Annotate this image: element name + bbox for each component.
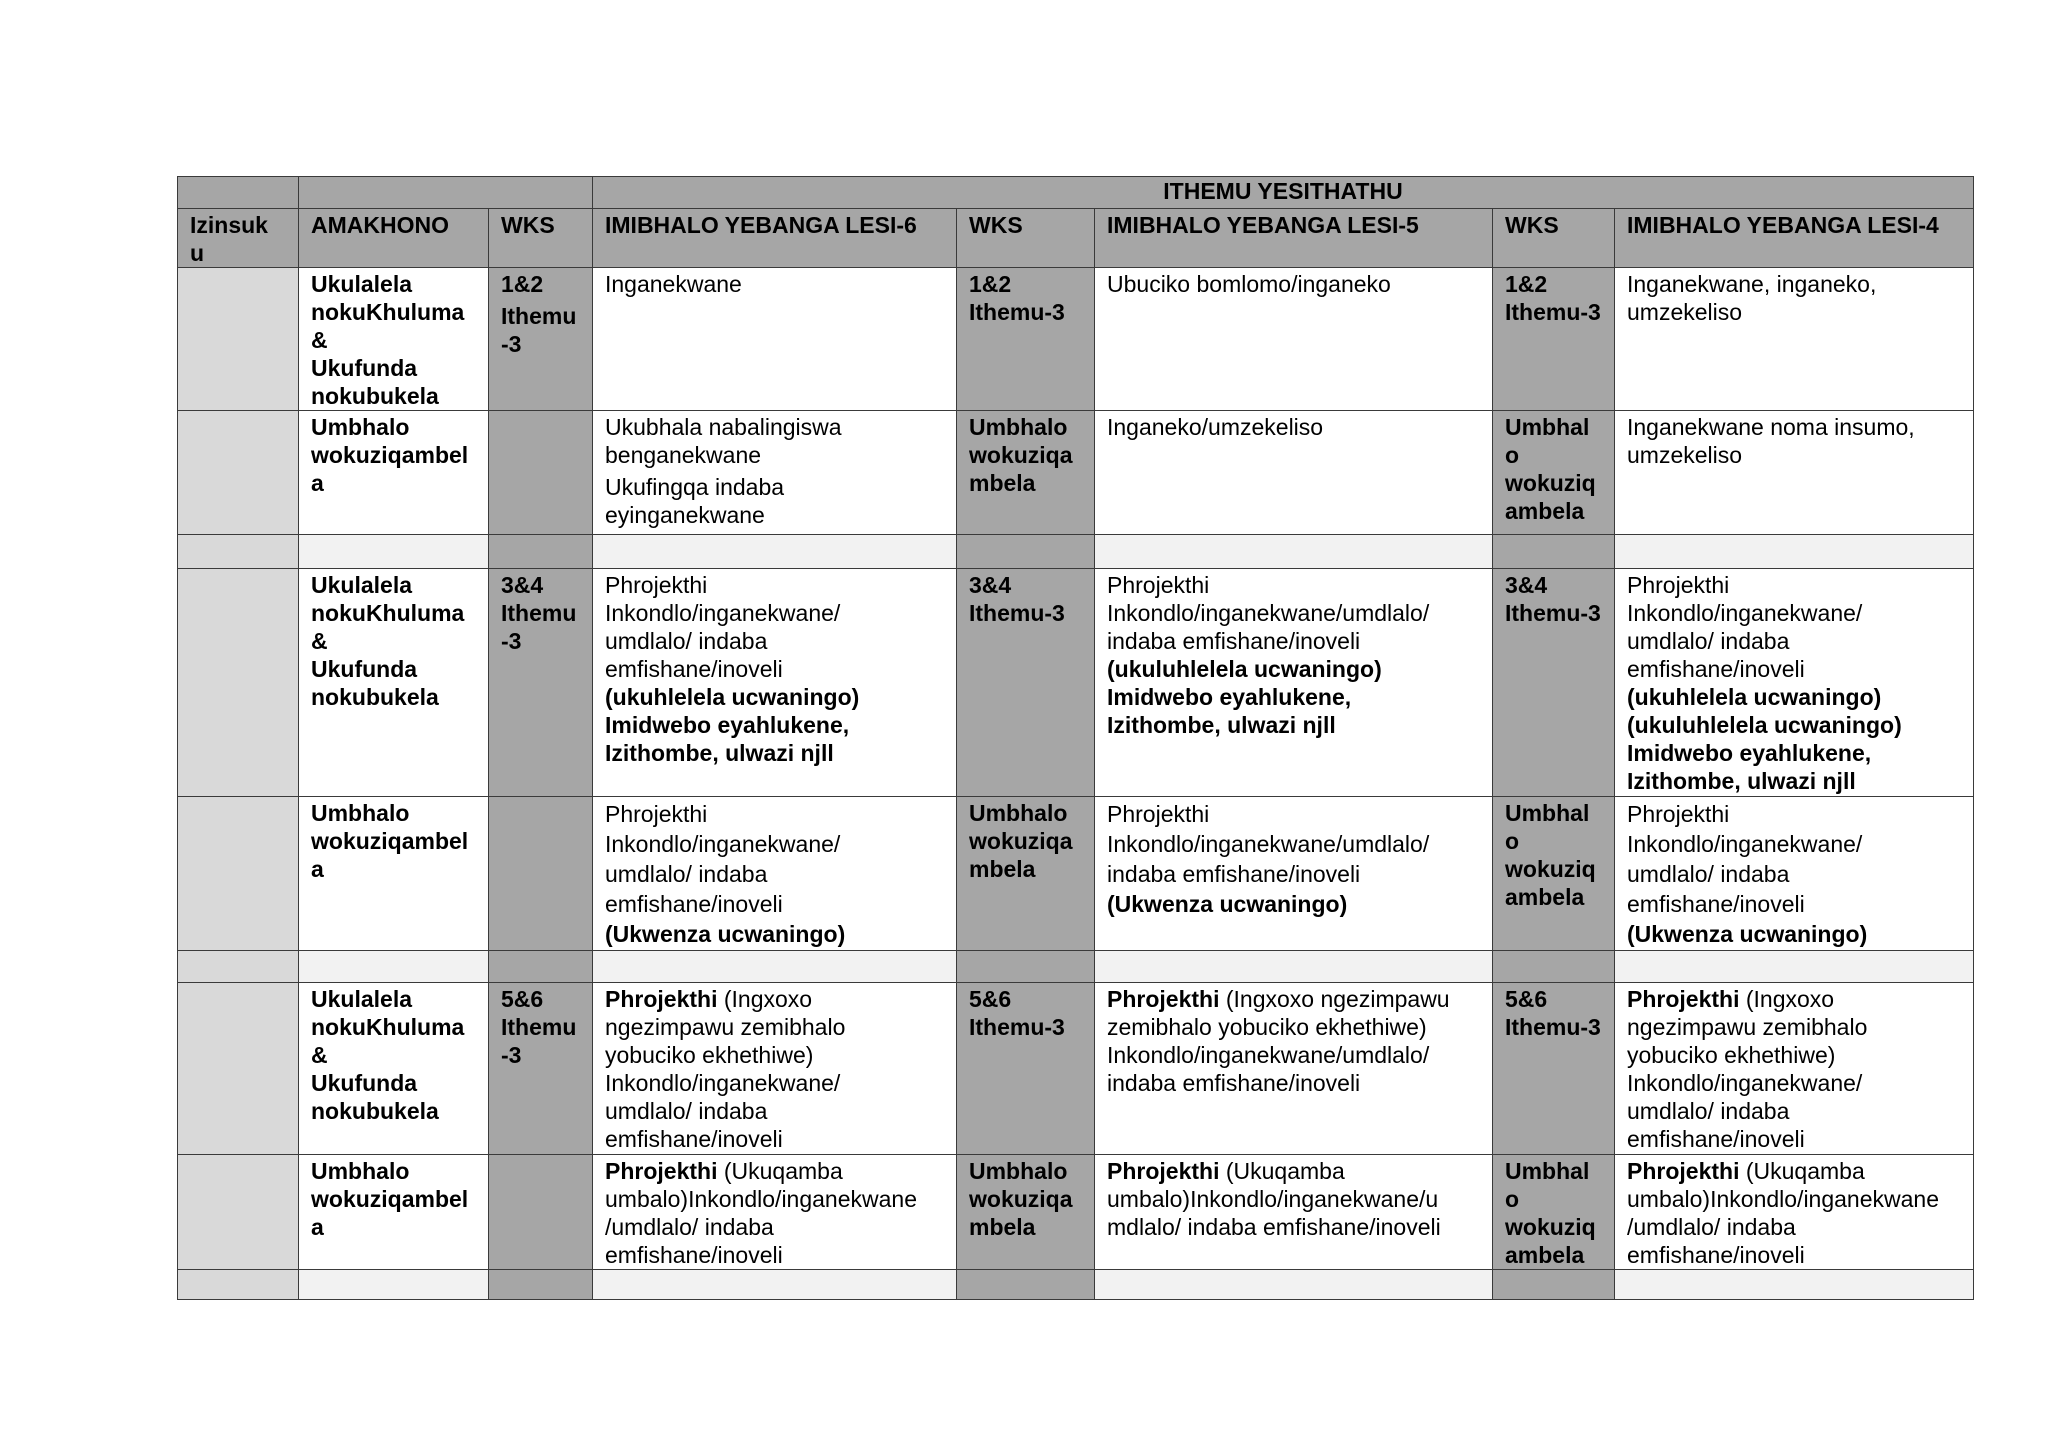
wks-cell xyxy=(489,411,593,535)
day-cell xyxy=(178,1155,299,1270)
wks-cell: 3&4 Ithemu-3 xyxy=(1493,569,1615,797)
wks-cell: 3&4 Ithemu-3 xyxy=(957,569,1095,797)
blank-cell xyxy=(957,1270,1095,1300)
blank-cell xyxy=(178,535,299,569)
wks-cell: 1&2 Ithemu-3 xyxy=(957,268,1095,411)
blank-cell xyxy=(1095,951,1493,983)
wks-cell: Umbhalo wokuziq ambela xyxy=(1493,797,1615,951)
separator-row xyxy=(178,1270,1974,1300)
skill-cell: Umbhalo wokuziqambela xyxy=(299,797,489,951)
grade5-cell: Ubuciko bomlomo/inganeko xyxy=(1095,268,1493,411)
separator-row xyxy=(178,951,1974,983)
table-row xyxy=(178,983,1974,1155)
skill-cell: Ukulalela nokuKhuluma & Ukufunda nokubukela xyxy=(299,268,489,411)
day-cell xyxy=(178,797,299,951)
blank-cell xyxy=(593,535,957,569)
blank-cell xyxy=(957,951,1095,983)
wks-cell: 5&6 Ithemu -3 xyxy=(489,983,593,1155)
wks-cell: 5&6 Ithemu-3 xyxy=(1493,983,1615,1155)
blank-cell xyxy=(1493,535,1615,569)
blank-cell xyxy=(178,1270,299,1300)
table-row xyxy=(178,268,1974,411)
table-row xyxy=(178,411,1974,535)
blank-cell xyxy=(299,951,489,983)
wks-cell: 1&2 Ithemu -3 xyxy=(489,268,593,411)
grade6-cell: Ukubhala nabalingiswa benganekwane Ukufingqa indaba eyinganekwane xyxy=(593,411,957,535)
wks-cell: 1&2 Ithemu-3 xyxy=(1493,268,1615,411)
wks-cell: Umbhalo wokuziqa mbela xyxy=(957,1155,1095,1270)
blank-cell xyxy=(299,177,593,209)
wks-cell: 3&4 Ithemu -3 xyxy=(489,569,593,797)
header-wks: WKS xyxy=(489,209,593,268)
grade4-cell: Phrojekthi Inkondlo/inganekwane/ umdlalo/ indaba emfishane/inoveli (Ukwenza ucwaningo) xyxy=(1615,797,1974,951)
grade5-cell: Phrojekthi Inkondlo/inganekwane/umdlalo/ indaba emfishane/inoveli (Ukwenza ucwaningo) xyxy=(1095,797,1493,951)
grade6-cell: Inganekwane xyxy=(593,268,957,411)
header-row xyxy=(178,209,1974,268)
blank-cell xyxy=(593,951,957,983)
grade4-cell: Inganekwane noma insumo, umzekeliso xyxy=(1615,411,1974,535)
skill-cell: Ukulalela nokuKhuluma & Ukufunda nokubukela xyxy=(299,983,489,1155)
curriculum-table xyxy=(177,176,1974,1300)
blank-cell xyxy=(1615,951,1974,983)
header-wks: WKS xyxy=(1493,209,1615,268)
grade5-cell: Inganeko/umzekeliso xyxy=(1095,411,1493,535)
blank-cell xyxy=(1615,535,1974,569)
header-grade6: IMIBHALO YEBANGA LESI-6 xyxy=(593,209,957,268)
grade6-cell: Phrojekthi (Ukuqamba umbalo)Inkondlo/inganekwane /umdlalo/ indaba emfishane/inoveli xyxy=(593,1155,957,1270)
blank-cell xyxy=(593,1270,957,1300)
blank-cell xyxy=(178,951,299,983)
wks-cell xyxy=(489,1155,593,1270)
grade4-cell: Phrojekthi Inkondlo/inganekwane/ umdlalo/ indaba emfishane/inoveli (ukuhlelela ucwaningo) (ukuluhlelela ucwaningo) Imidwebo eyahlukene, Izithombe, ulwazi njll xyxy=(1615,569,1974,797)
term-title-row xyxy=(178,177,1974,209)
skill-cell: Ukulalela nokuKhuluma & Ukufunda nokubukela xyxy=(299,569,489,797)
wks-cell: Umbhalo wokuziq ambela xyxy=(1493,411,1615,535)
blank-cell xyxy=(1095,1270,1493,1300)
blank-cell xyxy=(1493,951,1615,983)
wks-cell: 5&6 Ithemu-3 xyxy=(957,983,1095,1155)
blank-cell xyxy=(299,535,489,569)
blank-cell xyxy=(1615,1270,1974,1300)
wks-cell: Umbhalo wokuziqa mbela xyxy=(957,411,1095,535)
blank-cell xyxy=(1095,535,1493,569)
grade4-cell: Phrojekthi (Ukuqamba umbalo)Inkondlo/inganekwane /umdlalo/ indaba emfishane/inoveli xyxy=(1615,1155,1974,1270)
grade6-cell: Phrojekthi Inkondlo/inganekwane/ umdlalo/ indaba emfishane/inoveli (ukuhlelela ucwaningo) Imidwebo eyahlukene, Izithombe, ulwazi njll xyxy=(593,569,957,797)
grade6-cell: Phrojekthi (Ingxoxo ngezimpawu zemibhalo yobuciko ekhethiwe) Inkondlo/inganekwane/ umdlalo/ indaba emfishane/inoveli xyxy=(593,983,957,1155)
blank-cell xyxy=(489,951,593,983)
wks-cell: Umbhalo wokuziq ambela xyxy=(1493,1155,1615,1270)
blank-cell xyxy=(299,1270,489,1300)
separator-row xyxy=(178,535,1974,569)
grade6-cell: Phrojekthi Inkondlo/inganekwane/ umdlalo/ indaba emfishane/inoveli (Ukwenza ucwaningo) xyxy=(593,797,957,951)
header-izinsuku: Izinsuk u xyxy=(178,209,299,268)
grade5-cell: Phrojekthi (Ukuqamba umbalo)Inkondlo/inganekwane/u mdlalo/ indaba emfishane/inoveli xyxy=(1095,1155,1493,1270)
grade4-cell: Phrojekthi (Ingxoxo ngezimpawu zemibhalo yobuciko ekhethiwe) Inkondlo/inganekwane/ umdlalo/ indaba emfishane/inoveli xyxy=(1615,983,1974,1155)
wks-cell: Umbhalo wokuziqa mbela xyxy=(957,797,1095,951)
header-amakhono: AMAKHONO xyxy=(299,209,489,268)
grade5-cell: Phrojekthi Inkondlo/inganekwane/umdlalo/ indaba emfishane/inoveli (ukuluhlelela ucwaningo) Imidwebo eyahlukene, Izithombe, ulwazi njll xyxy=(1095,569,1493,797)
header-wks: WKS xyxy=(957,209,1095,268)
grade5-cell: Phrojekthi (Ingxoxo ngezimpawu zemibhalo yobuciko ekhethiwe) Inkondlo/inganekwane/umdlalo/ indaba emfishane/inoveli xyxy=(1095,983,1493,1155)
blank-cell xyxy=(1493,1270,1615,1300)
term-title: ITHEMU YESITHATHU xyxy=(593,177,1974,209)
day-cell xyxy=(178,569,299,797)
blank-cell xyxy=(489,1270,593,1300)
table-row xyxy=(178,569,1974,797)
header-grade4: IMIBHALO YEBANGA LESI-4 xyxy=(1615,209,1974,268)
table-row xyxy=(178,1155,1974,1270)
skill-cell: Umbhalo wokuziqambela xyxy=(299,411,489,535)
day-cell xyxy=(178,983,299,1155)
blank-cell xyxy=(957,535,1095,569)
header-grade5: IMIBHALO YEBANGA LESI-5 xyxy=(1095,209,1493,268)
day-cell xyxy=(178,411,299,535)
wks-cell xyxy=(489,797,593,951)
blank-cell xyxy=(178,177,299,209)
blank-cell xyxy=(489,535,593,569)
day-cell xyxy=(178,268,299,411)
grade4-cell: Inganekwane, inganeko, umzekeliso xyxy=(1615,268,1974,411)
skill-cell: Umbhalo wokuziqambela xyxy=(299,1155,489,1270)
table-row xyxy=(178,797,1974,951)
